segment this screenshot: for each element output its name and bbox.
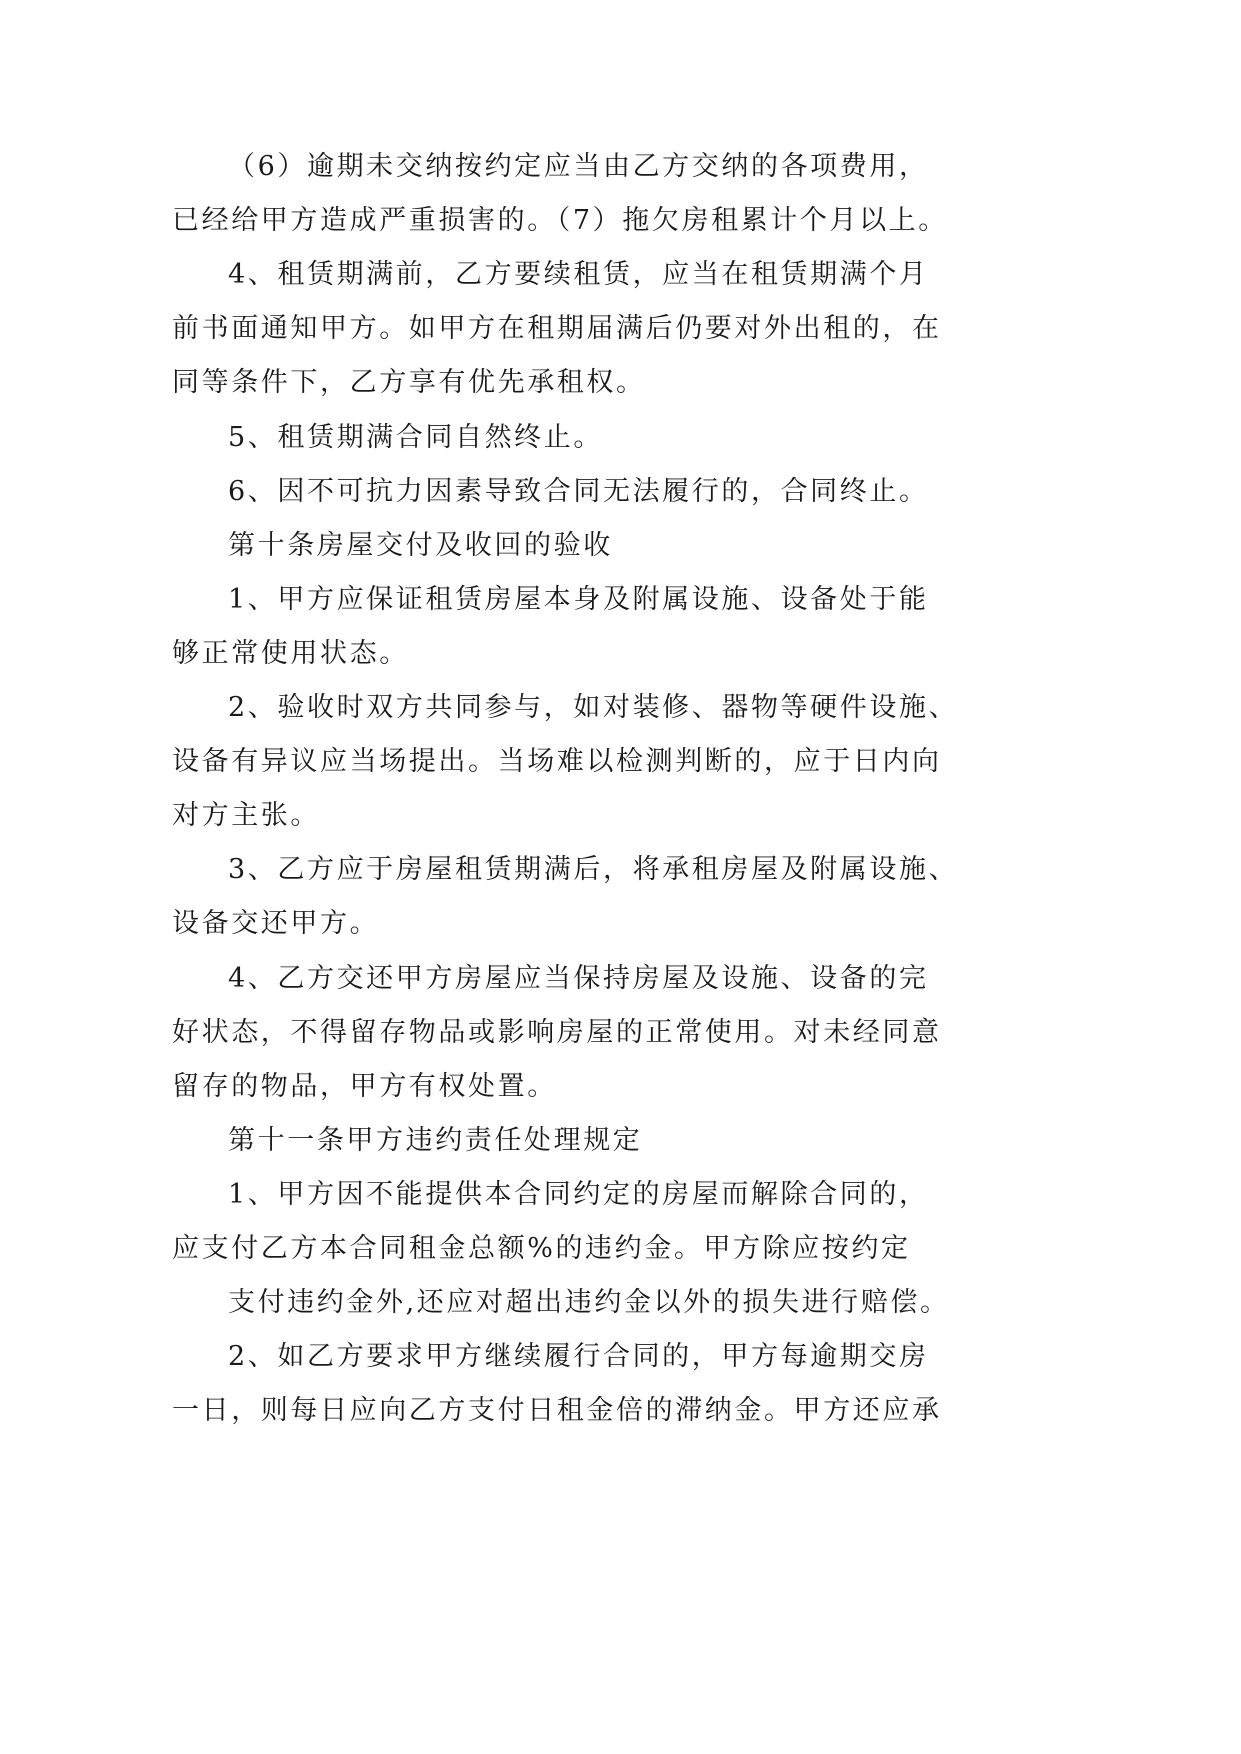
document-line: 设备交还甲方。 — [172, 908, 380, 939]
document-line: 对方主张。 — [172, 800, 320, 831]
document-line: 一日，则每日应向乙方支付日租金倍的滞纳金。甲方还应承 — [172, 1395, 942, 1426]
document-line: 4、乙方交还甲方房屋应当保持房屋及设施、设备的完 — [228, 963, 929, 994]
document-line: 5、租赁期满合同自然终止。 — [228, 422, 603, 453]
document-line: 应支付乙方本合同租金总额%的违约金。甲方除应按约定 — [172, 1233, 911, 1264]
document-line: 2、如乙方要求甲方继续履行合同的，甲方每逾期交房 — [228, 1341, 929, 1372]
document-line: 留存的物品，甲方有权处置。 — [172, 1071, 557, 1102]
document-line: 第十一条甲方违约责任处理规定 — [228, 1125, 643, 1156]
document-line: 设备有异议应当场提出。当场难以检测判断的，应于日内向 — [172, 746, 942, 777]
document-line: 1、甲方应保证租赁房屋本身及附属设施、设备处于能 — [228, 584, 929, 615]
document-line: 已经给甲方造成严重损害的。（7）拖欠房租累计个月以上。 — [172, 205, 948, 236]
document-line: 2、验收时双方共同参与，如对装修、器物等硬件设施、 — [228, 692, 959, 723]
document-line: 前书面通知甲方。如甲方在租期届满后仍要对外出租的，在 — [172, 313, 942, 344]
document-line: 同等条件下，乙方享有优先承租权。 — [172, 367, 646, 398]
document-line: 支付违约金外,还应对超出违约金以外的损失进行赔偿。 — [228, 1287, 950, 1318]
document-line: 4、租赁期满前，乙方要续租赁，应当在租赁期满个月 — [228, 259, 929, 290]
document-line: 第十条房屋交付及收回的验收 — [228, 530, 613, 561]
document-line: 好状态，不得留存物品或影响房屋的正常使用。对未经同意 — [172, 1017, 942, 1048]
document-line: （6）逾期未交纳按约定应当由乙方交纳的各项费用， — [228, 151, 929, 182]
document-line: 1、甲方因不能提供本合同约定的房屋而解除合同的， — [228, 1179, 929, 1210]
document-line: 够正常使用状态。 — [172, 638, 409, 669]
document-line: 3、乙方应于房屋租赁期满后，将承租房屋及附属设施、 — [228, 854, 959, 885]
document-line: 6、因不可抗力因素导致合同无法履行的，合同终止。 — [228, 476, 929, 507]
